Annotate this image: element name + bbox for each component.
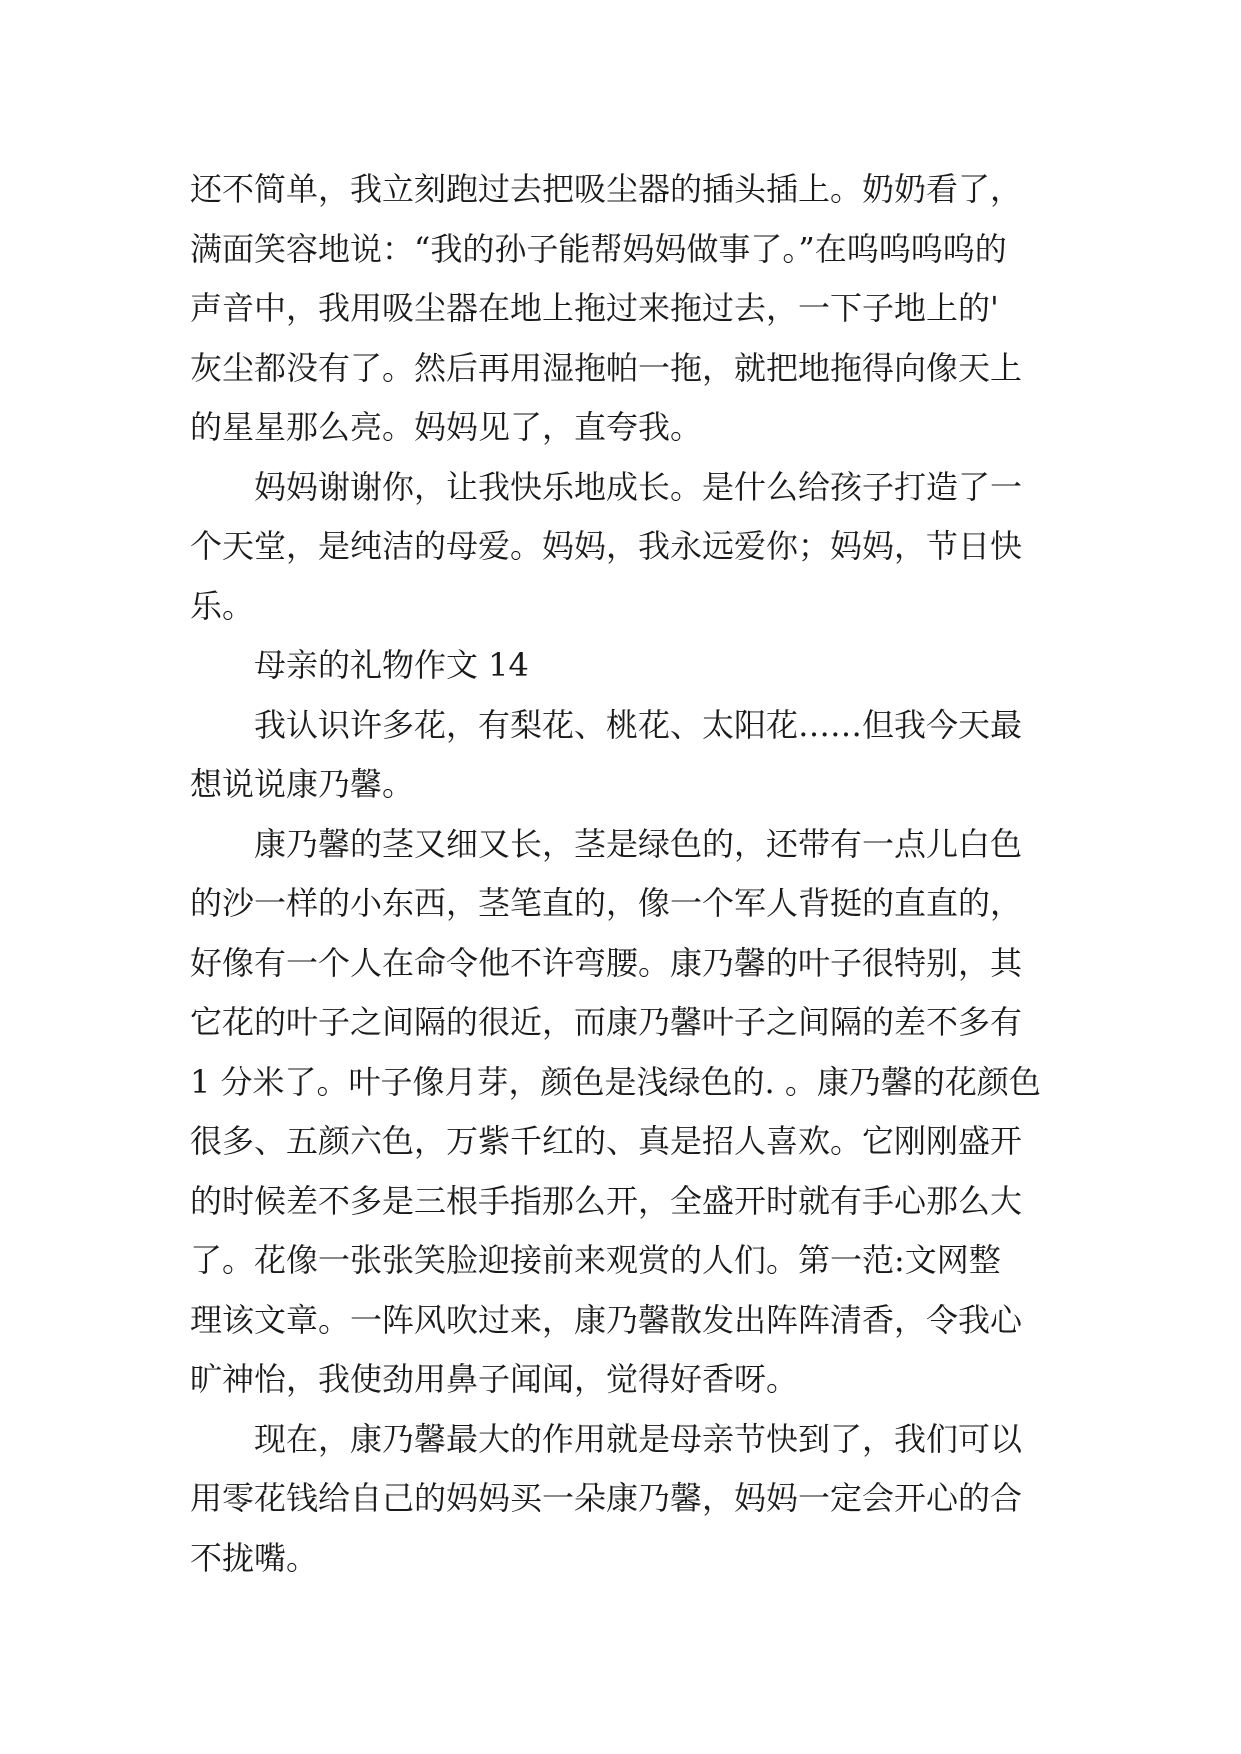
text-line: 它花的叶子之间隔的很近，而康乃馨叶子之间隔的差不多有 bbox=[190, 1003, 1023, 1041]
text-line: 个天堂，是纯洁的母爱。妈妈，我永远爱你；妈妈，节日快 bbox=[190, 527, 1023, 565]
text-line: 想说说康乃馨。 bbox=[190, 765, 415, 803]
text-line: 的时候差不多是三根手指那么开，全盛开时就有手心那么大 bbox=[190, 1181, 1023, 1220]
text-line: 旷神怡，我使劲用鼻子闻闻，觉得好香呀。 bbox=[190, 1360, 799, 1398]
text-line: 了。花像一张张笑脸迎接前来观赏的人们。第一范:文网整 bbox=[190, 1241, 1001, 1279]
text-line: 的星星那么亮。妈妈见了，直夸我。 bbox=[190, 408, 703, 446]
text-line: 用零花钱给自己的妈妈买一朵康乃馨，妈妈一定会开心的合 bbox=[190, 1479, 1023, 1517]
text-line: 还不简单，我立刻跑过去把吸尘器的插头插上。奶奶看了， bbox=[190, 170, 1023, 208]
text-line: 1 分米了。叶子像月芽，颜色是浅绿色的. 。康乃馨的花颜色 bbox=[190, 1062, 1041, 1101]
text-line: 不拢嘴。 bbox=[190, 1538, 319, 1577]
text-line: 声音中，我用吸尘器在地上拖过来拖过去，一下子地上的' bbox=[190, 289, 999, 327]
text-line: 我认识许多花，有梨花、桃花、太阳花……但我今天最 bbox=[190, 705, 1023, 744]
text-line: 理该文章。一阵风吹过来，康乃馨散发出阵阵清香，令我心 bbox=[190, 1300, 1023, 1339]
text-line: 乐。 bbox=[190, 586, 255, 625]
text-line: 好像有一个人在命令他不许弯腰。康乃馨的叶子很特别，其 bbox=[190, 943, 1023, 982]
text-line: 很多、五颜六色，万紫千红的、真是招人喜欢。它刚刚盛开 bbox=[190, 1122, 1023, 1160]
text-line: 满面笑容地说：“我的孙子能帮妈妈做事了。”在呜呜呜呜的 bbox=[190, 229, 1007, 268]
text-line: 灰尘都没有了。然后再用湿拖帕一拖，就把地拖得向像天上 bbox=[190, 348, 1023, 387]
text-line: 康乃馨的茎又细又长，茎是绿色的，还带有一点儿白色 bbox=[190, 824, 1023, 863]
text-line: 的沙一样的小东西，茎笔直的，像一个军人背挺的直直的， bbox=[190, 884, 1023, 922]
text-line: 现在，康乃馨最大的作用就是母亲节快到了，我们可以 bbox=[190, 1419, 1023, 1458]
document-body bbox=[190, 160, 1080, 1588]
text-line: 妈妈谢谢你，让我快乐地成长。是什么给孩子打造了一 bbox=[190, 467, 1023, 506]
section-heading: 母亲的礼物作文 14 bbox=[190, 646, 529, 684]
